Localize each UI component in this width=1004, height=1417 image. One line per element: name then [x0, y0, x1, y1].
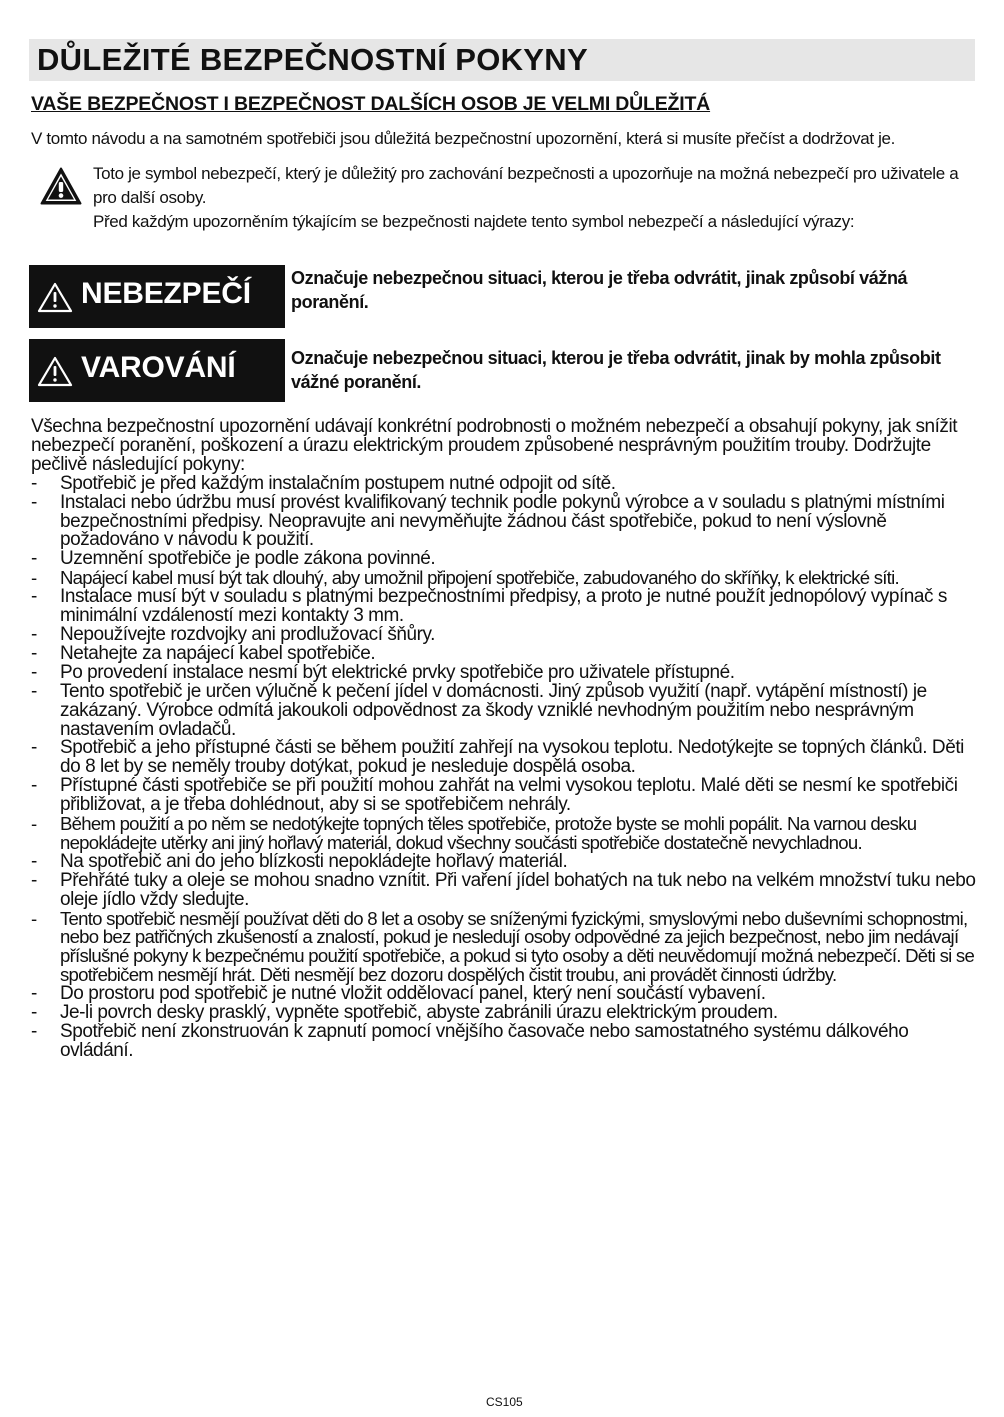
list-item	[31, 815, 976, 853]
page-title: DŮLEŽITÉ BEZPEČNOSTNÍ POKYNY	[37, 42, 588, 77]
page-number: CS105	[486, 1395, 523, 1409]
safety-instructions	[31, 418, 976, 1061]
instructions-intro: Všechna bezpečnostní upozornění udávají konkrétní podrobnosti o možném nebezpečí a obsahují pokyny, jak snížit nebezpečí poranění, poškození a úrazu elektrickým proudem způsobené nesprávným použitím trouby. Dodržujte pečlivě následující pokyny:	[31, 416, 958, 475]
list-item-text: Je-li povrch desky prasklý, vypněte spotřebič, abyste zabránili úrazu elektrickým proudem.	[60, 1002, 778, 1024]
bullet-dash: -	[31, 983, 37, 1005]
symbol-line-1: Toto je symbol nebezpečí, který je důležitý pro zachování bezpečnosti a upozorňuje na možná nebezpečí pro uživatele a pro další osoby.	[93, 164, 959, 207]
bullet-dash: -	[31, 548, 37, 570]
signal-word-warning: VAROVÁNÍ	[81, 351, 236, 384]
signal-word-danger: NEBEZPEČÍ	[81, 277, 251, 310]
intro-text: V tomto návodu a na samotném spotřebiči jsou důležitá bezpečnostní upozornění, která si musíte přečíst a dodržovat je.	[31, 129, 895, 148]
bullet-dash: -	[31, 491, 37, 513]
list-item	[31, 777, 976, 815]
bullet-dash: -	[31, 567, 37, 589]
bullet-dash: -	[31, 642, 37, 664]
list-item	[31, 739, 976, 777]
instruction-list	[31, 472, 976, 1061]
bullet-dash: -	[31, 775, 37, 797]
bullet-dash: -	[31, 813, 37, 835]
list-item	[31, 1023, 976, 1061]
symbol-explanation	[93, 162, 973, 234]
section-subtitle: VAŠE BEZPEČNOST I BEZPEČNOST DALŠÍCH OSOB JE VELMI DŮLEŽITÁ	[31, 93, 711, 115]
bullet-dash: -	[31, 472, 37, 494]
warning-triangle-icon	[40, 167, 82, 205]
list-item-text: Instalace musí být v souladu s platnými bezpečnostními předpisy, a proto je nutné použít jednopólový vypínač s minimální vzdáleností mezi kontakty 3 mm.	[60, 586, 947, 627]
signal-box-danger	[29, 265, 285, 328]
list-item	[31, 588, 976, 626]
warning-triangle-icon	[37, 356, 73, 387]
list-item	[31, 869, 976, 910]
signal-description-warning: Označuje nebezpečnou situaci, kterou je třeba odvrátit, jinak by mohla způsobit vážné poranění.	[291, 348, 941, 392]
symbol-line-2: Před každým upozorněním týkajícím se bezpečnosti najdete tento symbol nebezpečí a následující výrazy:	[93, 212, 855, 231]
list-item-text: Tento spotřebič nesmějí používat děti do 8 let a osoby se sníženými fyzickými, smyslovými nebo duševními schopnostmi, nebo bez patřičných zkušeností a znalostí, pokud je nesledují osoby odpovědné za jejich bezpečnost, nebo jim nedávají příslušné pokyny k bezpečnému použití spotřebiče, a pokud si tyto osoby a děti neuvědomují možná nebezpečí. Děti si se spotřebičem nesmějí hrát. Děti nesmějí bez dozoru dospělých čistit troubu, ani provádět činnosti údržby.	[60, 907, 975, 986]
list-item-text: Uzemnění spotřebiče je podle zákona povinné.	[60, 548, 436, 570]
list-item	[31, 680, 976, 740]
list-item-text: Přehřáté tuky a oleje se mohou snadno vznítit. Při vaření jídel bohatých na tuk nebo na velkém množství tuku nebo oleje jídlo vždy sledujte.	[60, 869, 976, 910]
list-item-text: Netahejte za napájecí kabel spotřebiče.	[60, 642, 376, 664]
bullet-dash: -	[31, 850, 37, 872]
list-item-text: Tento spotřebič je určen výlučně k pečení jídel v domácnosti. Jiný způsob využití (např. vytápění místností) je zakázaný. Výrobce odmítá jakoukoli odpovědnost za škody vzniklé nevhodným použitím nebo nesprávným nastavením ovladačů.	[60, 680, 927, 740]
list-item	[31, 907, 976, 986]
list-item-text: Instalaci nebo údržbu musí provést kvalifikovaný technik podle pokynů výrobce a v souladu s platnými místními bezpečnostními předpisy. Neopravujte ani nevyměňujte žádnou část spotřebiče, pokud to není výslovně požadováno v návodu k použití.	[60, 491, 945, 551]
warning-triangle-icon	[37, 282, 73, 313]
list-item-text: Během použití a po něm se nedotýkejte topných těles spotřebiče, protože byste se mohli popálit. Na varnou desku nepokládejte utěrky ani jiný hořlavý materiál, dokud všechny součásti spotřebiče dostatečně nevychladnou.	[60, 813, 917, 853]
signal-box-warning	[29, 339, 285, 402]
list-item-text: Napájecí kabel musí být tak dlouhý, aby umožnil připojení spotřebiče, zabudovaného do skříňky, k elektrické síti.	[60, 567, 899, 589]
list-item-text: Spotřebič a jeho přístupné části se během použití zahřejí na vysokou teplotu. Nedotýkejte se topných článků. Děti do 8 let by se neměly trouby dotýkat, pokud je nesleduje dospělá osoba.	[60, 737, 964, 778]
bullet-dash: -	[31, 661, 37, 683]
list-item-text: Po provedení instalace nesmí být elektrické prvky spotřebiče pro uživatele přístupné.	[60, 661, 735, 683]
bullet-dash: -	[31, 1002, 37, 1024]
title-bar	[29, 39, 975, 81]
bullet-dash: -	[31, 586, 37, 608]
bullet-dash: -	[31, 623, 37, 645]
list-item-text: Nepoužívejte rozdvojky ani prodlužovací šňůry.	[60, 623, 435, 645]
list-item-text: Spotřebič není zkonstruován k zapnutí pomocí vnějšího časovače nebo samostatného systému dálkového ovládání.	[60, 1021, 909, 1061]
list-item-text: Přístupné části spotřebiče se při použití mohou zahřát na velmi vysokou teplotu. Malé děti se nesmí ke spotřebiči přibližovat, a je třeba dohlédnout, aby si se spotřebičem nehrály.	[60, 775, 958, 816]
bullet-dash: -	[31, 907, 37, 929]
bullet-dash: -	[31, 680, 37, 702]
list-item	[31, 491, 976, 551]
signal-description-danger: Označuje nebezpečnou situaci, kterou je třeba odvrátit, jinak způsobí vážná poranění.	[291, 268, 908, 312]
bullet-dash: -	[31, 869, 37, 891]
list-item-text: Do prostoru pod spotřebič je nutné vložit oddělovací panel, který není součástí vybavení.	[60, 983, 766, 1005]
list-item-text: Na spotřebič ani do jeho blízkosti nepokládejte hořlavý materiál.	[60, 850, 568, 872]
list-item-text: Spotřebič je před každým instalačním postupem nutné odpojit od sítě.	[60, 472, 616, 494]
bullet-dash: -	[31, 737, 37, 759]
bullet-dash: -	[31, 1021, 37, 1042]
